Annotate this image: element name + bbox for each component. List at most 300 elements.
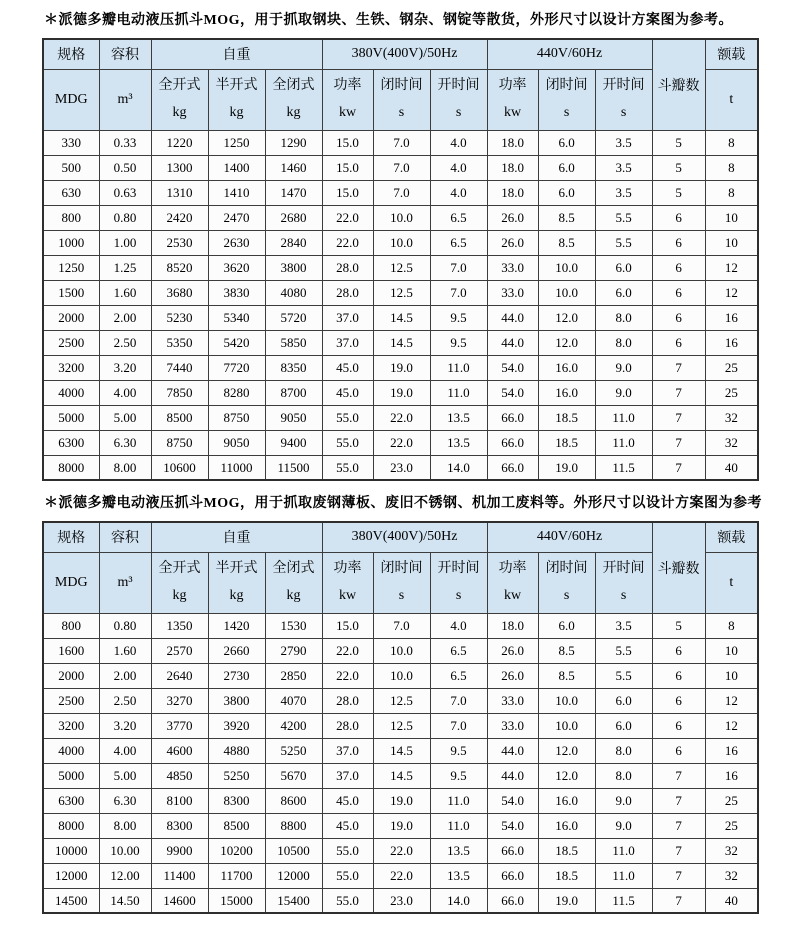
col-group-60hz: 440V/60Hz [487, 39, 652, 69]
table-row [43, 355, 758, 380]
table-cell: 11.0 [595, 838, 652, 863]
col-close-time-60: 闭时间 s [538, 69, 595, 130]
table-cell: 9.0 [595, 355, 652, 380]
table-cell: 1310 [151, 180, 208, 205]
table-cell: 1250 [43, 255, 99, 280]
table-cell: 3.5 [595, 180, 652, 205]
table-cell: 22.0 [322, 663, 373, 688]
table-cell: 33.0 [487, 280, 538, 305]
table-cell: 2680 [265, 205, 322, 230]
table-cell: 37.0 [322, 305, 373, 330]
table-row [43, 205, 758, 230]
table-cell: 4880 [208, 738, 265, 763]
table-cell: 66.0 [487, 838, 538, 863]
table-body [43, 613, 758, 913]
table-cell: 28.0 [322, 688, 373, 713]
table-cell: 14.5 [373, 738, 430, 763]
table-cell: 5250 [208, 763, 265, 788]
table-cell: 8800 [265, 813, 322, 838]
table-cell: 3770 [151, 713, 208, 738]
table-cell: 2.00 [99, 663, 151, 688]
table-row [43, 255, 758, 280]
table-cell: 18.0 [487, 613, 538, 638]
table-cell: 5350 [151, 330, 208, 355]
table-cell: 6300 [43, 788, 99, 813]
table-cell: 10 [705, 663, 758, 688]
table-cell: 10 [705, 230, 758, 255]
table-cell: 2000 [43, 305, 99, 330]
table-cell: 2790 [265, 638, 322, 663]
table-cell: 8280 [208, 380, 265, 405]
table-cell: 8.5 [538, 638, 595, 663]
col-close-time-50: 闭时间 s [373, 552, 430, 613]
col-rated-load: 额载 [705, 522, 758, 552]
table-cell: 2470 [208, 205, 265, 230]
table-cell: 10.0 [373, 663, 430, 688]
table-cell: 5250 [265, 738, 322, 763]
table-cell: 2570 [151, 638, 208, 663]
table-cell: 16 [705, 330, 758, 355]
table-cell: 25 [705, 788, 758, 813]
col-open-time-50: 开时间 s [430, 69, 487, 130]
table-cell: 9.5 [430, 763, 487, 788]
table-cell: 19.0 [373, 380, 430, 405]
table-cell: 1410 [208, 180, 265, 205]
table-cell: 33.0 [487, 255, 538, 280]
table-cell: 10 [705, 205, 758, 230]
table-cell: 6 [652, 255, 705, 280]
table-cell: 3680 [151, 280, 208, 305]
table-cell: 4000 [43, 380, 99, 405]
table-cell: 11.0 [595, 405, 652, 430]
table-cell: 6 [652, 205, 705, 230]
table-cell: 3620 [208, 255, 265, 280]
table-cell: 11700 [208, 863, 265, 888]
table-cell: 14.5 [373, 330, 430, 355]
table-cell: 7 [652, 763, 705, 788]
table-cell: 7850 [151, 380, 208, 405]
table-cell: 10.0 [373, 230, 430, 255]
table-cell: 14.5 [373, 305, 430, 330]
table-cell: 6.0 [595, 688, 652, 713]
table-cell: 2.50 [99, 688, 151, 713]
col-group-50hz: 380V(400V)/50Hz [322, 522, 487, 552]
table-cell: 25 [705, 355, 758, 380]
table-cell: 55.0 [322, 405, 373, 430]
table-cell: 10000 [43, 838, 99, 863]
table-cell: 8000 [43, 455, 99, 480]
table-row [43, 380, 758, 405]
col-open-time-50: 开时间 s [430, 552, 487, 613]
table-cell: 15.0 [322, 155, 373, 180]
table-cell: 6 [652, 230, 705, 255]
table-cell: 6.5 [430, 663, 487, 688]
col-half-open: 半开式 kg [208, 552, 265, 613]
table-cell: 8 [705, 130, 758, 155]
table-cell: 12000 [265, 863, 322, 888]
table-cell: 6.0 [538, 155, 595, 180]
table-row [43, 130, 758, 155]
table-cell: 8 [705, 155, 758, 180]
table-cell: 5340 [208, 305, 265, 330]
table-cell: 4.0 [430, 130, 487, 155]
table-cell: 5000 [43, 405, 99, 430]
table-cell: 7.0 [430, 255, 487, 280]
table-row [43, 430, 758, 455]
table-cell: 8.0 [595, 330, 652, 355]
table-cell: 800 [43, 205, 99, 230]
table-cell: 3.5 [595, 155, 652, 180]
table-cell: 3200 [43, 355, 99, 380]
table-cell: 4200 [265, 713, 322, 738]
table-cell: 7 [652, 888, 705, 913]
table-cell: 18.5 [538, 863, 595, 888]
table-cell: 3800 [208, 688, 265, 713]
table-cell: 22.0 [373, 838, 430, 863]
table-cell: 2630 [208, 230, 265, 255]
table-cell: 7.0 [373, 155, 430, 180]
table-cell: 19.0 [373, 788, 430, 813]
table-cell: 45.0 [322, 788, 373, 813]
table-cell: 13.5 [430, 863, 487, 888]
table-row [43, 638, 758, 663]
table-cell: 1000 [43, 230, 99, 255]
table-cell: 6.0 [538, 130, 595, 155]
table-cell: 14.0 [430, 888, 487, 913]
table-cell: 8300 [208, 788, 265, 813]
table-cell: 26.0 [487, 663, 538, 688]
table-cell: 5720 [265, 305, 322, 330]
table-cell: 55.0 [322, 455, 373, 480]
table-cell: 11.0 [430, 355, 487, 380]
table-cell: 5.5 [595, 205, 652, 230]
table-cell: 0.33 [99, 130, 151, 155]
table-cell: 12 [705, 688, 758, 713]
table-cell: 3830 [208, 280, 265, 305]
table-cell: 6 [652, 280, 705, 305]
table-cell: 44.0 [487, 305, 538, 330]
table-cell: 10500 [265, 838, 322, 863]
table-cell: 37.0 [322, 330, 373, 355]
table-cell: 11.5 [595, 455, 652, 480]
table-cell: 13.5 [430, 430, 487, 455]
table-cell: 7 [652, 838, 705, 863]
table-cell: 6 [652, 305, 705, 330]
table-cell: 8 [705, 613, 758, 638]
table-cell: 26.0 [487, 205, 538, 230]
table-cell: 7.0 [430, 280, 487, 305]
table-cell: 6 [652, 330, 705, 355]
table-cell: 1470 [265, 180, 322, 205]
table-cell: 11400 [151, 863, 208, 888]
table-cell: 4080 [265, 280, 322, 305]
table-cell: 630 [43, 180, 99, 205]
section-title: ＊派德多瓣电动液压抓斗MOG，用于抓取废钢薄板、废旧不锈钢、机加工废料等。外形尺寸以设计方案图为参考 [44, 496, 762, 511]
table-row [43, 888, 758, 913]
table-row [43, 788, 758, 813]
table-row [43, 405, 758, 430]
col-fully-closed: 全闭式 kg [265, 69, 322, 130]
table-cell: 6.0 [538, 180, 595, 205]
table-cell: 5.5 [595, 230, 652, 255]
table-cell: 8.0 [595, 738, 652, 763]
table-cell: 2840 [265, 230, 322, 255]
table-cell: 8.00 [99, 455, 151, 480]
col-fully-open: 全开式 kg [151, 552, 208, 613]
table-cell: 55.0 [322, 430, 373, 455]
table-cell: 6.30 [99, 430, 151, 455]
table-cell: 13.5 [430, 838, 487, 863]
table-cell: 14.5 [373, 763, 430, 788]
table-cell: 66.0 [487, 405, 538, 430]
table-cell: 16 [705, 763, 758, 788]
table-cell: 8 [705, 180, 758, 205]
table-cell: 9.0 [595, 380, 652, 405]
table-row [43, 613, 758, 638]
table-cell: 25 [705, 380, 758, 405]
table-cell: 40 [705, 455, 758, 480]
col-capacity-unit: m³ [99, 69, 151, 130]
col-close-time-60: 闭时间 s [538, 552, 595, 613]
col-spec-unit: MDG [43, 69, 99, 130]
table-cell: 7 [652, 380, 705, 405]
table-row [43, 688, 758, 713]
col-spec-unit: MDG [43, 552, 99, 613]
table-cell: 8.00 [99, 813, 151, 838]
table-cell: 4600 [151, 738, 208, 763]
table-cell: 11.0 [595, 430, 652, 455]
table-cell: 22.0 [322, 205, 373, 230]
table-cell: 7.0 [373, 180, 430, 205]
table-cell: 23.0 [373, 455, 430, 480]
table-cell: 15000 [208, 888, 265, 913]
table-cell: 9050 [208, 430, 265, 455]
table-cell: 12.0 [538, 738, 595, 763]
table-cell: 9050 [265, 405, 322, 430]
table-cell: 6 [652, 713, 705, 738]
table-cell: 1.60 [99, 280, 151, 305]
table-cell: 6.0 [595, 713, 652, 738]
table-cell: 11.0 [430, 813, 487, 838]
col-capacity-unit: m³ [99, 552, 151, 613]
table-cell: 5 [652, 180, 705, 205]
col-spec: 规格 [43, 39, 99, 69]
table-cell: 15.0 [322, 613, 373, 638]
table-cell: 6 [652, 638, 705, 663]
table-cell: 5.5 [595, 638, 652, 663]
table-cell: 4070 [265, 688, 322, 713]
col-fully-closed: 全闭式 kg [265, 552, 322, 613]
table-cell: 1350 [151, 613, 208, 638]
table-cell: 1250 [208, 130, 265, 155]
table-cell: 2730 [208, 663, 265, 688]
table-cell: 0.80 [99, 613, 151, 638]
table-cell: 9.5 [430, 738, 487, 763]
table-cell: 10.0 [538, 280, 595, 305]
table-cell: 6.5 [430, 230, 487, 255]
table-cell: 8300 [151, 813, 208, 838]
table-cell: 1220 [151, 130, 208, 155]
col-group-self-weight: 自重 [151, 39, 322, 69]
table-cell: 18.0 [487, 130, 538, 155]
table-cell: 1530 [265, 613, 322, 638]
table-cell: 9.5 [430, 330, 487, 355]
table-cell: 5850 [265, 330, 322, 355]
table-cell: 32 [705, 430, 758, 455]
table-cell: 0.50 [99, 155, 151, 180]
table-cell: 10 [705, 638, 758, 663]
table-row [43, 838, 758, 863]
spec-table-scrap [42, 521, 759, 914]
table-cell: 12 [705, 280, 758, 305]
table-cell: 12.0 [538, 763, 595, 788]
section-title: ＊派德多瓣电动液压抓斗MOG，用于抓取钢块、生铁、钢杂、钢锭等散货，外形尺寸以设计方案图为参考。 [44, 13, 733, 28]
table-cell: 7 [652, 355, 705, 380]
table-cell: 45.0 [322, 355, 373, 380]
table-row [43, 230, 758, 255]
table-cell: 45.0 [322, 813, 373, 838]
table-cell: 4.00 [99, 738, 151, 763]
table-cell: 5 [652, 130, 705, 155]
table-cell: 22.0 [373, 405, 430, 430]
table-cell: 10.0 [538, 713, 595, 738]
table-cell: 0.63 [99, 180, 151, 205]
table-cell: 500 [43, 155, 99, 180]
table-cell: 4.0 [430, 155, 487, 180]
table-cell: 12.00 [99, 863, 151, 888]
table-cell: 8500 [151, 405, 208, 430]
table-cell: 2500 [43, 688, 99, 713]
table-cell: 18.0 [487, 155, 538, 180]
table-cell: 11500 [265, 455, 322, 480]
table-cell: 7 [652, 455, 705, 480]
spec-table-steel [42, 38, 759, 481]
table-cell: 14500 [43, 888, 99, 913]
table-cell: 66.0 [487, 863, 538, 888]
table-cell: 19.0 [373, 355, 430, 380]
table-cell: 1420 [208, 613, 265, 638]
table-row [43, 330, 758, 355]
table-cell: 2420 [151, 205, 208, 230]
table-cell: 11000 [208, 455, 265, 480]
table-cell: 18.5 [538, 838, 595, 863]
table-cell: 18.0 [487, 180, 538, 205]
table-cell: 1300 [151, 155, 208, 180]
table-cell: 3800 [265, 255, 322, 280]
table-row [43, 813, 758, 838]
col-capacity: 容积 [99, 39, 151, 69]
table-cell: 1460 [265, 155, 322, 180]
table-cell: 55.0 [322, 838, 373, 863]
table-cell: 8750 [151, 430, 208, 455]
table-cell: 16 [705, 738, 758, 763]
table-cell: 14.0 [430, 455, 487, 480]
table-cell: 14.50 [99, 888, 151, 913]
table-cell: 18.5 [538, 430, 595, 455]
table-cell: 5.5 [595, 663, 652, 688]
table-cell: 2530 [151, 230, 208, 255]
table-cell: 16.0 [538, 380, 595, 405]
table-cell: 4.00 [99, 380, 151, 405]
table-cell: 37.0 [322, 738, 373, 763]
table-cell: 66.0 [487, 430, 538, 455]
table-cell: 32 [705, 838, 758, 863]
table-cell: 54.0 [487, 380, 538, 405]
table-cell: 45.0 [322, 380, 373, 405]
table-header [43, 522, 758, 613]
table-cell: 19.0 [538, 455, 595, 480]
table-cell: 5420 [208, 330, 265, 355]
table-cell: 12 [705, 255, 758, 280]
table-body [43, 130, 758, 480]
table-cell: 15400 [265, 888, 322, 913]
table-cell: 4.0 [430, 613, 487, 638]
col-rated-load-unit: t [705, 552, 758, 613]
table-cell: 54.0 [487, 788, 538, 813]
table-cell: 16.0 [538, 813, 595, 838]
table-cell: 11.0 [595, 863, 652, 888]
table-cell: 16.0 [538, 788, 595, 813]
table-cell: 4850 [151, 763, 208, 788]
table-cell: 66.0 [487, 455, 538, 480]
table-cell: 1.25 [99, 255, 151, 280]
table-cell: 12.0 [538, 330, 595, 355]
table-cell: 5670 [265, 763, 322, 788]
table-cell: 2.50 [99, 330, 151, 355]
table-cell: 6 [652, 738, 705, 763]
table-cell: 10200 [208, 838, 265, 863]
table-cell: 6.0 [595, 280, 652, 305]
table-cell: 16.0 [538, 355, 595, 380]
table-cell: 8.5 [538, 663, 595, 688]
table-cell: 22.0 [322, 230, 373, 255]
table-cell: 1.60 [99, 638, 151, 663]
table-cell: 9.5 [430, 305, 487, 330]
table-cell: 5 [652, 613, 705, 638]
table-cell: 22.0 [373, 430, 430, 455]
table-cell: 7720 [208, 355, 265, 380]
table-cell: 7.0 [430, 713, 487, 738]
table-cell: 32 [705, 863, 758, 888]
table-row [43, 663, 758, 688]
table-cell: 6 [652, 663, 705, 688]
table-cell: 13.5 [430, 405, 487, 430]
table-cell: 3.20 [99, 355, 151, 380]
col-petal-count: 斗瓣数 [652, 522, 705, 613]
table-cell: 3.20 [99, 713, 151, 738]
col-power-50: 功率 kw [322, 69, 373, 130]
table-cell: 3920 [208, 713, 265, 738]
table-cell: 7 [652, 788, 705, 813]
table-cell: 16 [705, 305, 758, 330]
table-cell: 7 [652, 813, 705, 838]
table-row [43, 155, 758, 180]
table-cell: 11.0 [430, 380, 487, 405]
col-capacity: 容积 [99, 522, 151, 552]
table-cell: 15.0 [322, 180, 373, 205]
table-cell: 8750 [208, 405, 265, 430]
table-cell: 3.5 [595, 613, 652, 638]
table-cell: 12.0 [538, 305, 595, 330]
table-cell: 7.0 [430, 688, 487, 713]
table-cell: 9.0 [595, 788, 652, 813]
col-open-time-60: 开时间 s [595, 69, 652, 130]
section-grab-bucket-scrap [0, 481, 800, 914]
table-cell: 8000 [43, 813, 99, 838]
table-cell: 26.0 [487, 638, 538, 663]
table-cell: 2850 [265, 663, 322, 688]
table-cell: 1400 [208, 155, 265, 180]
